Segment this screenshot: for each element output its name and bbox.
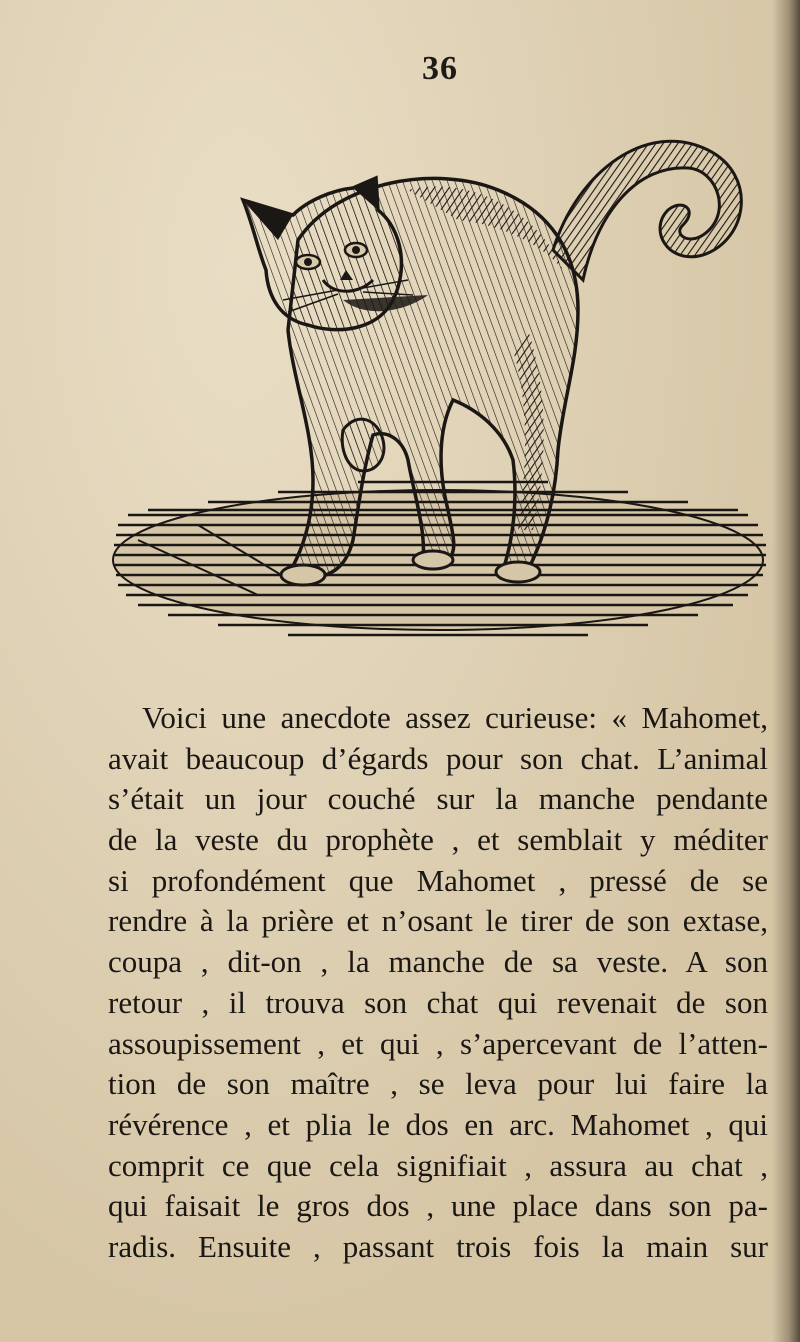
text-line: de la veste du prophète , et semblait y méditer (108, 822, 768, 858)
text-line: avait beaucoup d’égards pour son chat. L’animal (108, 740, 768, 776)
text-line: assoupissement , et qui , s’apercevant de l’atten- (108, 1025, 768, 1061)
text-line: Voici une anecdote assez curieuse: « Mahomet, (142, 700, 768, 735)
text-line: radis. Ensuite , passant trois fois la main sur (108, 1228, 768, 1264)
text-line: rendre à la prière et n’osant le tirer de son extase, (108, 903, 768, 939)
cat-tail (553, 141, 741, 280)
text-line: si profondément que Mahomet , pressé de se (108, 862, 768, 898)
page-number: 36 (422, 50, 458, 87)
text-line: comprit ce que cela signifiait , assura au chat , (108, 1147, 768, 1183)
text-line: qui faisait le gros dos , une place dans son pa- (108, 1188, 768, 1224)
cat-engraving-illustration (108, 130, 768, 670)
text-line: tion de son maître , se leva pour lui faire la (108, 1066, 768, 1102)
page-edge-shadow (772, 0, 800, 1342)
text-line: révérence , et plia le dos en arc. Mahomet , qui (108, 1106, 768, 1142)
text-line: coupa , dit-on , la manche de sa veste. A son (108, 944, 768, 980)
body-paragraph (108, 698, 768, 1268)
text-line: retour , il trouva son chat qui revenait de son (108, 984, 768, 1020)
text-line: s’était un jour couché sur la manche pendante (108, 781, 768, 817)
